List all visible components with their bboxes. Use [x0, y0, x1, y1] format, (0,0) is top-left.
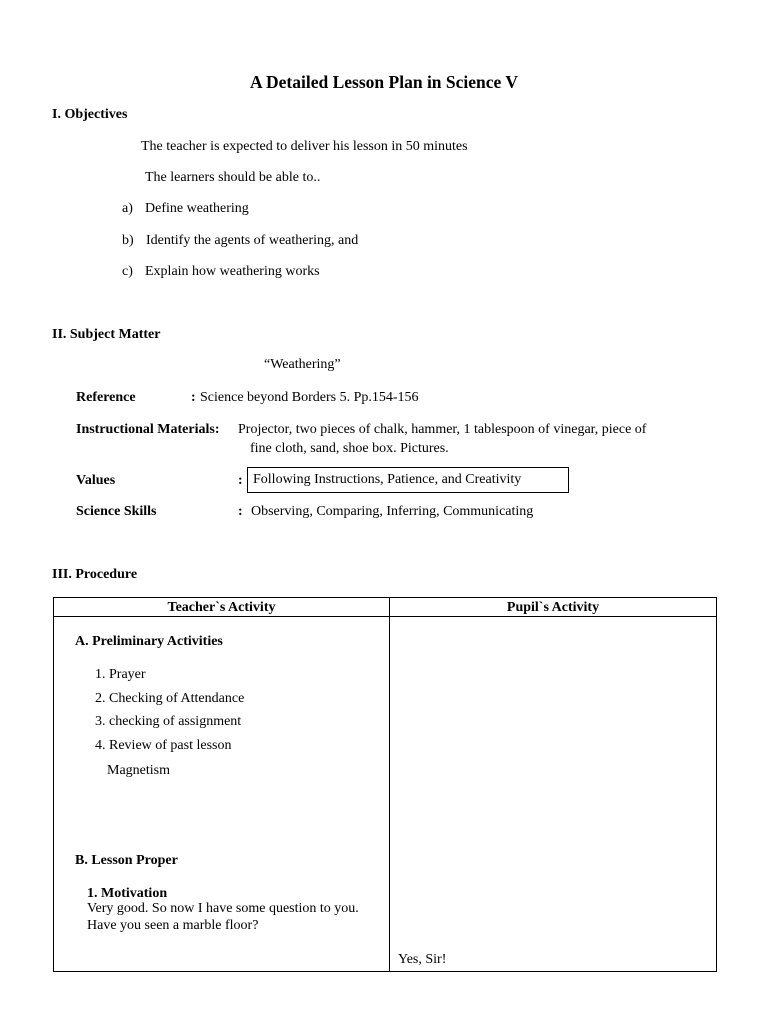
procedure-table-row [54, 617, 717, 972]
subject-matter-heading: II. Subject Matter [52, 327, 161, 342]
skills-value: Observing, Comparing, Inferring, Communicating [251, 504, 534, 519]
values-label: Values [76, 473, 116, 488]
values-colon: : [238, 473, 243, 488]
motivation-line-2: Have you seen a marble floor? [87, 917, 259, 933]
preliminary-item: 3. checking of assignment [95, 714, 242, 729]
teacher-activity-cell [54, 617, 390, 972]
reference-colon: : [191, 390, 196, 405]
preliminary-heading: A. Preliminary Activities [75, 634, 223, 649]
objective-marker-a: a) [122, 201, 133, 216]
procedure-table-header-row [54, 598, 717, 617]
reference-label: Reference [76, 390, 136, 405]
materials-line-1: Projector, two pieces of chalk, hammer, 1 tablespoon of vinegar, piece of [238, 422, 647, 437]
objectives-heading: I. Objectives [52, 107, 128, 122]
objective-item-c: Explain how weathering works [145, 264, 320, 279]
preliminary-item: 4. Review of past lesson [95, 738, 232, 753]
column-header-pupil: Pupil`s Activity [390, 598, 717, 617]
preliminary-item: 1. Prayer [95, 667, 146, 682]
objective-marker-c: c) [122, 264, 133, 279]
column-header-teacher: Teacher`s Activity [54, 598, 390, 617]
objectives-intro: The teacher is expected to deliver his lesson in 50 minutes [141, 139, 468, 154]
materials-line-2: fine cloth, sand, shoe box. Pictures. [250, 441, 449, 456]
values-box [247, 467, 569, 493]
reference-value: Science beyond Borders 5. Pp.154-156 [200, 390, 419, 405]
review-topic: Magnetism [107, 763, 170, 778]
subject-topic: “Weathering” [264, 357, 341, 372]
procedure-table [53, 597, 717, 972]
motivation-text [87, 901, 367, 934]
skills-colon: : [238, 504, 243, 519]
objectives-lead: The learners should be able to.. [145, 170, 321, 185]
lesson-proper-heading: B. Lesson Proper [75, 853, 178, 868]
motivation-heading: 1. Motivation [87, 886, 168, 901]
document-title: A Detailed Lesson Plan in Science V [249, 72, 519, 92]
pupil-activity-cell [390, 617, 717, 972]
objective-item-a: Define weathering [145, 201, 249, 216]
materials-label: Instructional Materials: [76, 422, 220, 437]
pupil-response: Yes, Sir! [398, 952, 447, 967]
motivation-line-1: Very good. So now I have some question to you. [87, 901, 359, 916]
objective-marker-b: b) [122, 233, 134, 248]
objective-item-b: Identify the agents of weathering, and [146, 233, 359, 248]
values-value: Following Instructions, Patience, and Creativity [253, 472, 522, 487]
skills-label: Science Skills [76, 504, 157, 519]
procedure-heading: III. Procedure [52, 567, 138, 582]
preliminary-item: 2. Checking of Attendance [95, 691, 245, 706]
